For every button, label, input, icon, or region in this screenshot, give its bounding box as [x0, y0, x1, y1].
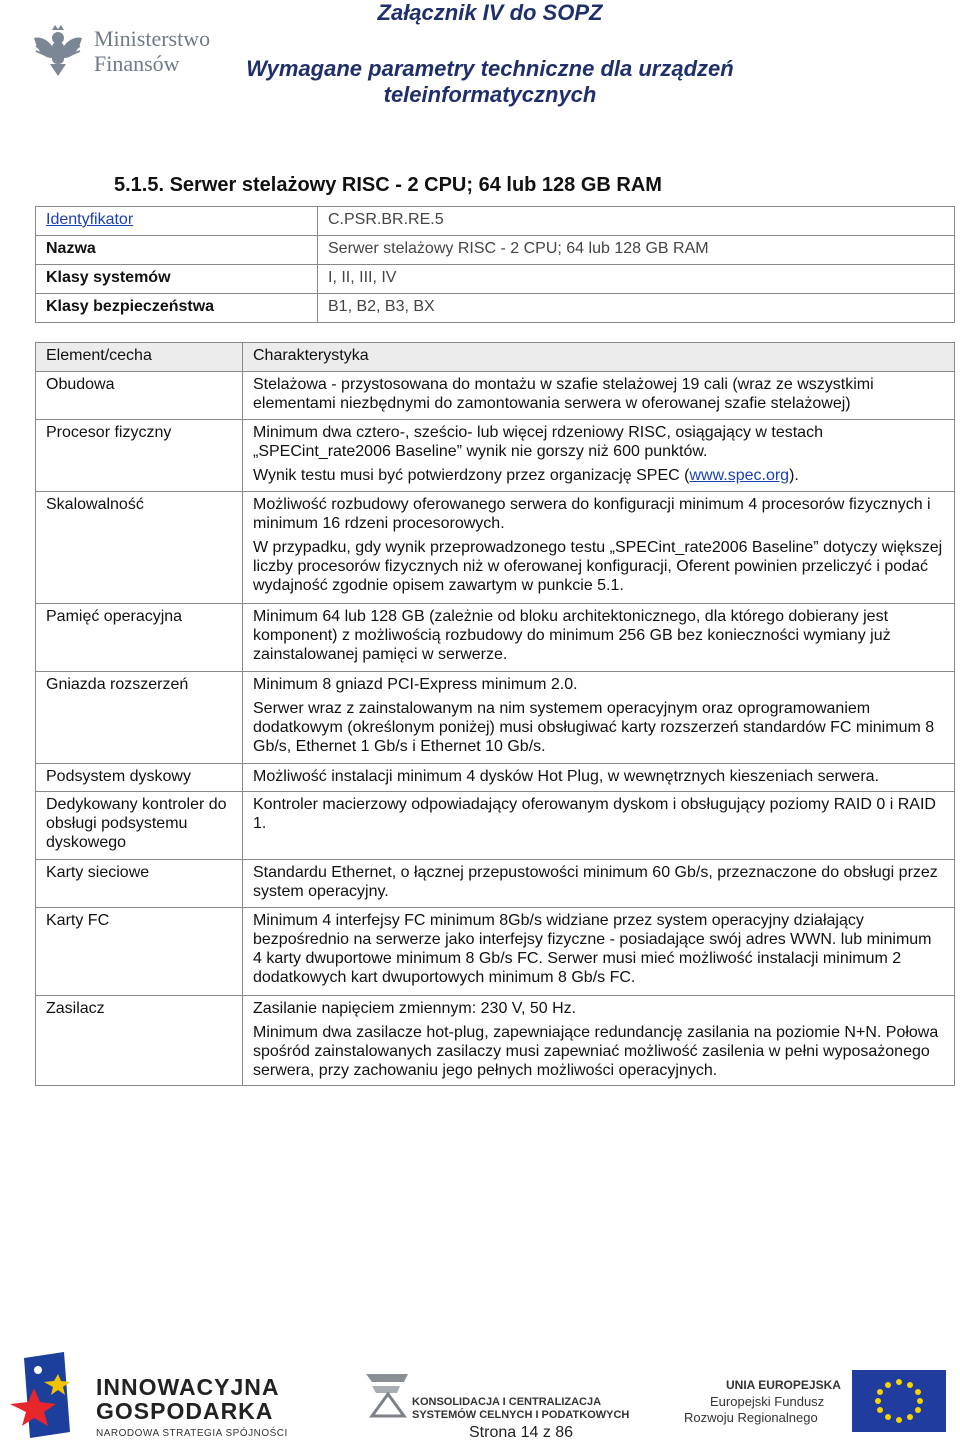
table-row — [36, 265, 955, 294]
row-paragraph: Standardu Ethernet, o łącznej przepustowości minimum 60 Gb/s, przeznaczone do obsługi przez system operacyjny. — [253, 864, 938, 900]
system-classes-label: Klasy systemów — [36, 265, 318, 294]
column-header-characteristics: Charakterystyka — [243, 343, 955, 372]
row-paragraph-text: Wynik testu musi być potwierdzony przez organizację SPEC ( — [253, 467, 690, 484]
ministry-logo-line1: Ministerstwo — [94, 26, 211, 51]
security-classes-label: Klasy bezpieczeństwa — [36, 294, 318, 323]
table-row — [36, 860, 955, 908]
row-element: Pamięć operacyjna — [36, 604, 243, 672]
table-row — [36, 236, 955, 265]
row-paragraph: Minimum dwa zasilacze hot-plug, zapewniające redundancję zasilania na poziomie N+N. Połowa spośród zainstalowanych zasilaczy musi zapewniać możliwość zasilenia w pełni wyposażonego serwera, przy zachowaniu jego pełnych możliwości operacyjnych. — [253, 1024, 939, 1079]
star-flag-icon — [8, 1352, 88, 1438]
innowacyjna-gospodarka-logo — [8, 1352, 328, 1438]
name-label: Nazwa — [36, 236, 318, 265]
row-paragraph: Minimum 4 interfejsy FC minimum 8Gb/s widziane przez system operacyjny działający bezpośrednio na serwerze jako interfejsy fizyczne - posiadające swój adres WWN. lub minimum 4 karty dwuportowe minimum 8 Gb/s FC. Serwer musi mieć możliwość instalacji minimum 2 dodatkowych kart dwuportowych minimum 8 Gb/s FC. — [253, 912, 932, 986]
system-classes-value: I, II, III, IV — [318, 265, 955, 294]
row-paragraph: Minimum 64 lub 128 GB (zależnie od bloku architektonicznego, dla którego dobierany jest komponent) z możliwością rozbudowy do minimum 256 GB bez konieczności wymiany już zainstalowanej pamięci w serwerze. — [253, 608, 891, 663]
identifier-link[interactable]: Identyfikator — [46, 211, 134, 228]
row-paragraph: W przypadku, gdy wynik przeprowadzonego testu „SPECint_rate2006 Baseline” dotyczy większej liczby procesorów fizycznych niż w oferowanej konfiguracji, Oferent powinien przeliczyć i podać wydajność zgodnie opisem zawartym w punkcie 5.1. — [253, 539, 943, 594]
page-header — [0, 0, 960, 120]
annex-title: Załącznik IV do SOPZ — [377, 0, 603, 25]
table-row — [36, 294, 955, 323]
row-paragraph: Zasilanie napięciem zmiennym: 230 V, 50 Hz. — [253, 1000, 577, 1017]
konsolidacja-logo — [364, 1370, 654, 1420]
table-row — [36, 372, 955, 420]
table-row — [36, 792, 955, 860]
row-characteristics — [243, 420, 955, 492]
row-element: Karty sieciowe — [36, 860, 243, 908]
row-paragraph: Serwer wraz z zainstalowanym na nim systemem operacyjnym oraz oprogramowaniem dodatkowym (określonym poniżej) musi obsługiwać karty rozszerzeń standardów FC minimum 8 Gb/s, Ethernet 1 Gb/s i Ethernet 10 Gb/s. — [253, 700, 935, 755]
row-element: Gniazda rozszerzeń — [36, 672, 243, 764]
table-row — [36, 207, 955, 236]
page-number: Strona 14 z 86 — [469, 1424, 574, 1441]
page-footer — [0, 1340, 960, 1444]
row-characteristics — [243, 860, 955, 908]
name-value: Serwer stelażowy RISC - 2 CPU; 64 lub 128 GB RAM — [318, 236, 955, 265]
table-row — [36, 420, 955, 492]
table-row — [36, 492, 955, 604]
row-paragraph: Możliwość instalacji minimum 4 dysków Hot Plug, w wewnętrznych kieszeniach serwera. — [253, 768, 879, 785]
eu-fund-logo — [680, 1376, 950, 1428]
table-row — [36, 908, 955, 996]
eu-flag-icon — [852, 1370, 946, 1432]
table-row — [36, 764, 955, 792]
requirements-title: Wymagane parametry techniczne dla urządzeń teleinformatycznych — [246, 56, 734, 107]
row-paragraph-with-link — [253, 466, 944, 485]
row-characteristics — [243, 908, 955, 996]
security-classes-value: B1, B2, B3, BX — [318, 294, 955, 323]
row-element: Karty FC — [36, 908, 243, 996]
row-element: Zasilacz — [36, 996, 243, 1086]
spec-org-link[interactable]: www.spec.org — [689, 467, 790, 484]
ministry-of-finance-logo — [30, 24, 230, 84]
ministry-logo-text — [94, 26, 210, 76]
row-element: Skalowalność — [36, 492, 243, 604]
row-paragraph: Minimum 8 gniazd PCI-Express minimum 2.0. — [253, 676, 578, 693]
specification-table — [35, 342, 955, 1086]
row-paragraph: Minimum dwa cztero-, sześcio- lub więcej rdzeniowy RISC, osiągający w testach „SPECint_rate2006 Baseline” wynik nie gorszy niż 600 punktów. — [253, 424, 823, 460]
row-paragraph: Kontroler macierzowy odpowiadający oferowanym dyskom i obsługujący poziomy RAID 0 i RAID 1. — [253, 796, 936, 832]
row-element: Procesor fizyczny — [36, 420, 243, 492]
eu-text-line3: Rozwoju Regionalnego — [684, 1410, 818, 1425]
row-element: Dedykowany kontroler do obsługi podsystemu dyskowego — [36, 792, 243, 860]
row-paragraph: Możliwość rozbudowy oferowanego serwera do konfiguracji minimum 4 procesorów fizycznych i minimum 16 rdzeni procesorowych. — [253, 496, 931, 532]
section-heading: 5.1.5. Serwer stelażowy RISC - 2 CPU; 64 lub 128 GB RAM — [114, 174, 662, 196]
ministry-logo-line2: Finansów — [94, 51, 180, 76]
eu-text-line1: UNIA EUROPEJSKA — [726, 1378, 841, 1392]
row-element: Podsystem dyskowy — [36, 764, 243, 792]
row-paragraph: Stelażowa - przystosowana do montażu w szafie stelażowej 19 cali (wraz ze wszystkimi elementami niezbędnymi do zamontowania serwera w oferowanej szafie stelażowej) — [253, 376, 874, 412]
table-row — [36, 996, 955, 1086]
row-characteristics — [243, 996, 955, 1086]
logo-text-line2: SYSTEMÓW CELNYCH I PODATKOWYCH — [412, 1409, 630, 1421]
row-characteristics — [243, 604, 955, 672]
identifier-label-cell — [36, 207, 318, 236]
konsolidacja-emblem-icon — [364, 1370, 410, 1420]
logo-text-line3: NARODOWA STRATEGIA SPÓJNOŚCI — [96, 1428, 288, 1439]
logo-text-line1: KONSOLIDACJA I CENTRALIZACJA — [412, 1396, 602, 1408]
row-characteristics — [243, 492, 955, 604]
row-characteristics — [243, 372, 955, 420]
row-element: Obudowa — [36, 372, 243, 420]
row-paragraph-tail: ). — [789, 467, 799, 484]
table-row — [36, 672, 955, 764]
row-characteristics — [243, 672, 955, 764]
logo-text-line2: GOSPODARKA — [96, 1398, 274, 1424]
row-characteristics — [243, 764, 955, 792]
identification-table — [35, 206, 955, 323]
column-header-element: Element/cecha — [36, 343, 243, 372]
eagle-emblem-icon — [30, 24, 86, 80]
eu-text-line2: Europejski Fundusz — [710, 1394, 825, 1409]
table-header-row — [36, 343, 955, 372]
row-characteristics — [243, 792, 955, 860]
identifier-value: C.PSR.BR.RE.5 — [318, 207, 955, 236]
table-row — [36, 604, 955, 672]
logo-text-line1: INNOWACYJNA — [96, 1374, 280, 1400]
